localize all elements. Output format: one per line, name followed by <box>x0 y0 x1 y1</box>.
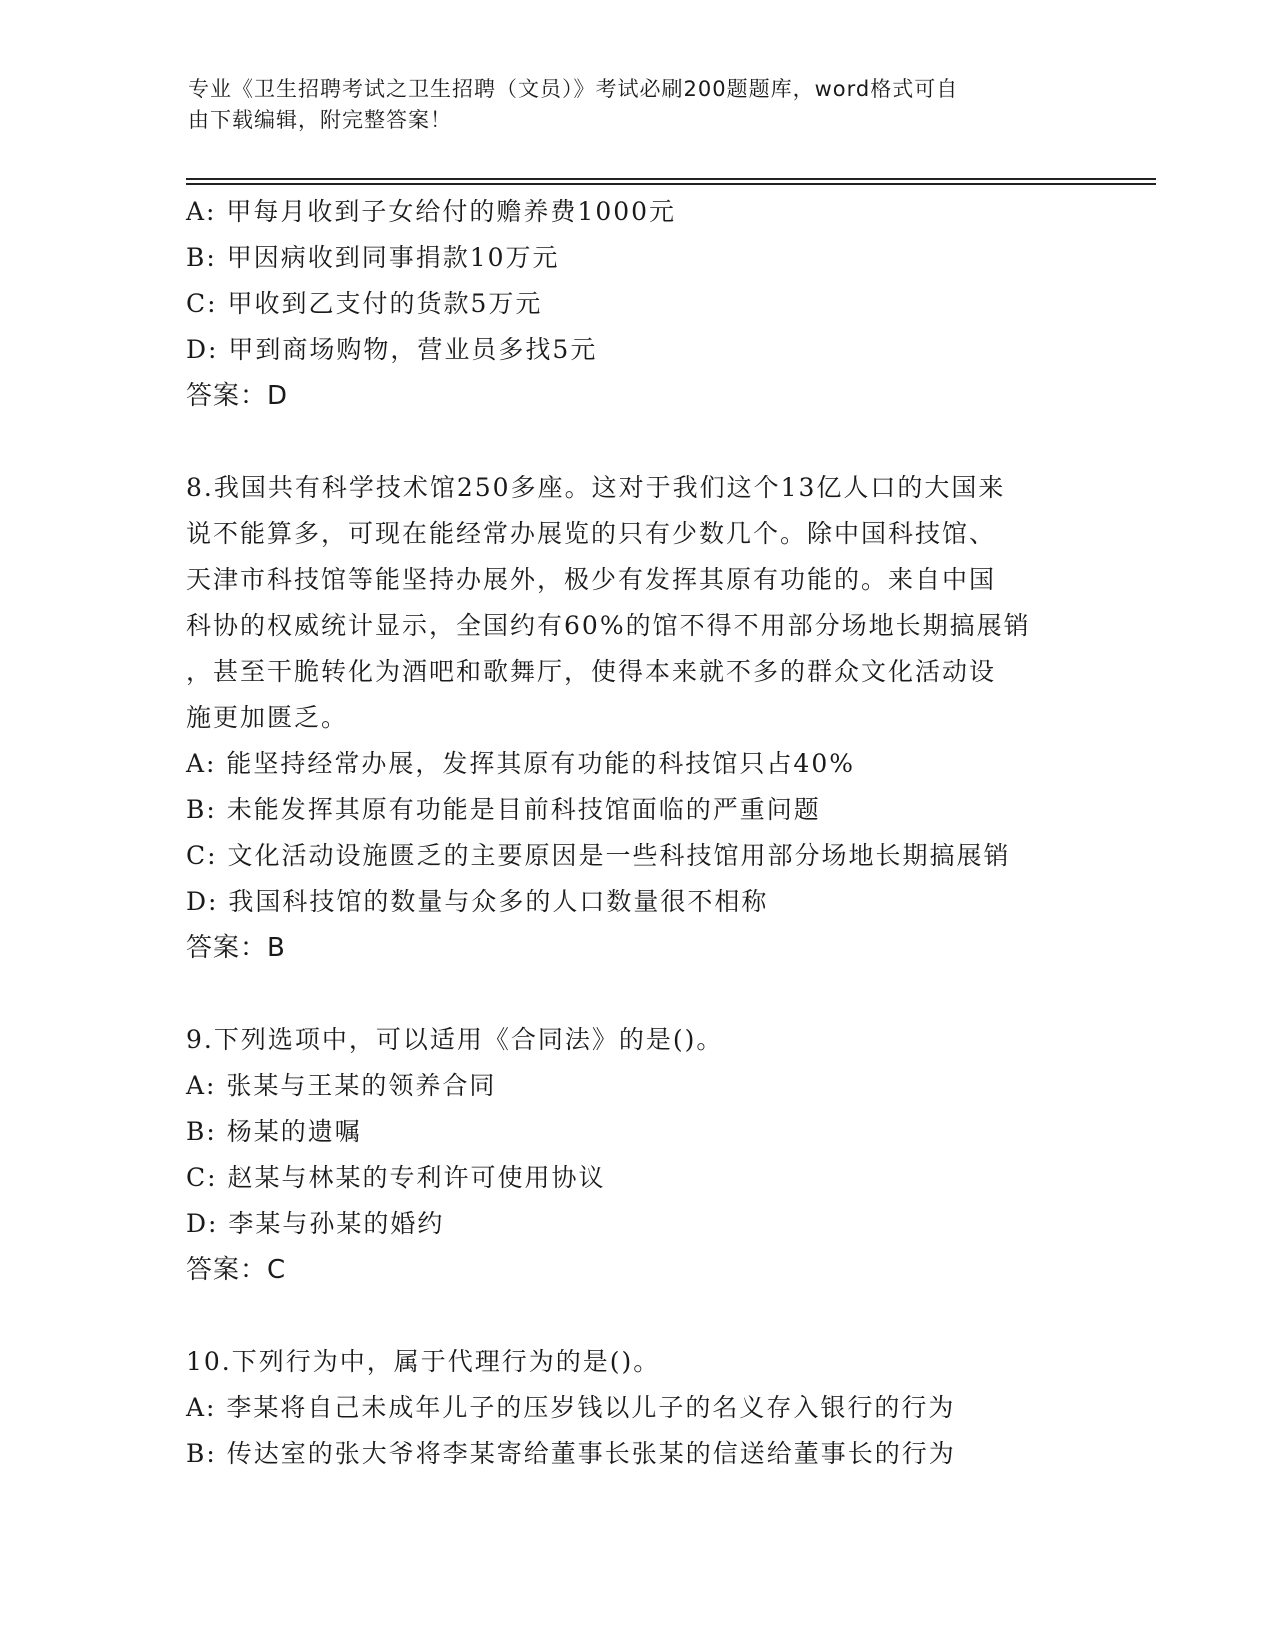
q9-option-a: A: 张某与王某的领养合同 <box>186 1071 497 1100</box>
question-8 <box>186 465 1166 971</box>
q8-answer: 答案：B <box>186 933 286 963</box>
header-divider-bottom <box>186 183 1156 185</box>
q8-option-c: C: 文化活动设施匮乏的主要原因是一些科技馆用部分场地长期搞展销 <box>186 841 1011 870</box>
q9-question: 9.下列选项中，可以适用《合同法》的是()。 <box>186 1025 724 1054</box>
q10-option-a: A: 李某将自己未成年儿子的压岁钱以儿子的名义存入银行的行为 <box>186 1393 956 1422</box>
q7-answer: 答案：D <box>186 381 289 411</box>
document-body <box>186 189 1166 1477</box>
q7-option-c: C: 甲收到乙支付的货款5万元 <box>186 289 543 318</box>
q10-question: 10.下列行为中，属于代理行为的是()。 <box>186 1347 661 1376</box>
q8-text-line-6: 施更加匮乏。 <box>186 703 349 732</box>
q9-answer: 答案：C <box>186 1255 287 1285</box>
header-line-2: 由下载编辑，附完整答案！ <box>188 108 452 132</box>
q8-text-line-2: 说不能算多，可现在能经常办展览的只有少数几个。除中国科技馆、 <box>186 519 997 548</box>
q8-option-b: B: 未能发挥其原有功能是目前科技馆面临的严重问题 <box>186 795 821 824</box>
q7-option-b: B: 甲因病收到同事捐款10万元 <box>186 243 560 272</box>
document-header <box>188 74 1088 136</box>
q10-option-b: B: 传达室的张大爷将李某寄给董事长张某的信送给董事长的行为 <box>186 1439 956 1468</box>
header-line-1: 专业《卫生招聘考试之卫生招聘（文员）》考试必刷200题题库，word格式可自 <box>188 77 959 101</box>
q9-option-c: C: 赵某与林某的专利许可使用协议 <box>186 1163 606 1192</box>
q7-option-d: D: 甲到商场购物，营业员多找5元 <box>186 335 598 364</box>
question-9 <box>186 1017 1166 1293</box>
q8-option-d: D: 我国科技馆的数量与众多的人口数量很不相称 <box>186 887 769 916</box>
q8-option-a: A: 能坚持经常办展，发挥其原有功能的科技馆只占40% <box>186 749 855 778</box>
question-10 <box>186 1339 1166 1477</box>
q8-text-line-4: 科协的权威统计显示，全国约有60%的馆不得不用部分场地长期搞展销 <box>186 611 1031 640</box>
header-divider-top <box>186 178 1156 180</box>
q8-text-line-3: 天津市科技馆等能坚持办展外，极少有发挥其原有功能的。来自中国 <box>186 565 997 594</box>
q7-option-a: A: 甲每月收到子女给付的赡养费1000元 <box>186 197 677 226</box>
q9-option-b: B: 杨某的遗嘱 <box>186 1117 362 1146</box>
q8-text-line-1: 8.我国共有科学技术馆250多座。这对于我们这个13亿人口的大国来 <box>186 473 1006 502</box>
q8-text-line-5: ，甚至干脆转化为酒吧和歌舞厅，使得本来就不多的群众文化活动设 <box>186 657 997 686</box>
q9-option-d: D: 李某与孙某的婚约 <box>186 1209 445 1238</box>
question-7 <box>186 189 1166 419</box>
